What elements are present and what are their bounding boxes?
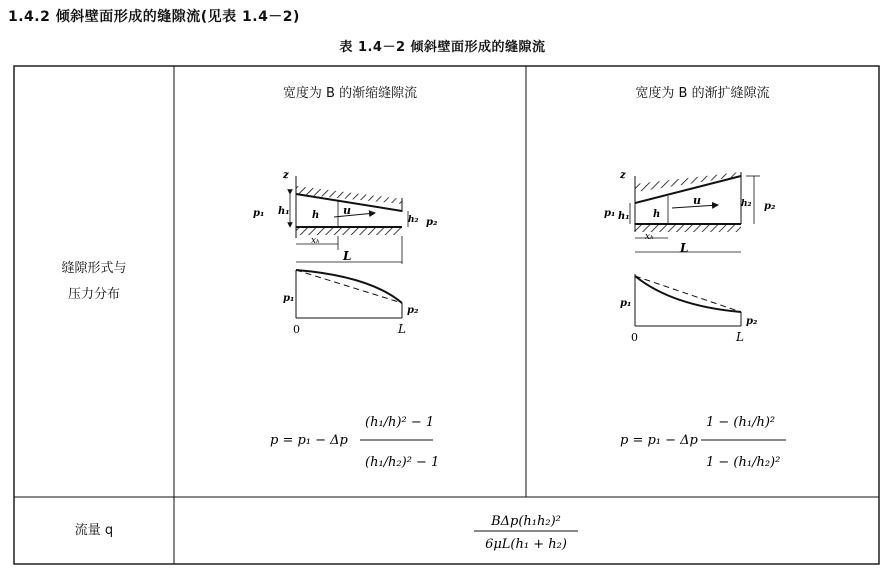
- flow-rate-formula: [474, 514, 578, 552]
- table-caption: 表 1.4－2 倾斜壁面形成的缝隙流: [339, 40, 546, 55]
- diverging-slit-diagram: [604, 170, 776, 344]
- label-L-graph: L: [398, 322, 406, 336]
- row-label-form: [14, 256, 174, 308]
- column-header-converging: 宽度为 B 的渐缩缝隙流: [282, 86, 418, 101]
- label-L: L: [680, 241, 689, 255]
- label-p1: p₁: [253, 208, 265, 219]
- label-h: h: [653, 209, 661, 220]
- label-u: u: [343, 204, 351, 217]
- label-xh: xₕ: [311, 236, 320, 246]
- label-z: z: [283, 170, 289, 181]
- label-origin: 0: [631, 331, 638, 344]
- row-label-form-line2: 压力分布: [67, 287, 120, 302]
- svg-text:p = p₁ − Δp: p = p₁ − Δp: [270, 433, 348, 448]
- label-p1-graph: p₁: [283, 293, 295, 304]
- label-h2: h₂: [408, 215, 419, 225]
- label-p1: p₁: [604, 208, 616, 219]
- svg-text:BΔp(h₁h₂)²: BΔp(h₁h₂)²: [491, 514, 561, 529]
- converging-formula: [270, 415, 439, 470]
- label-h: h: [312, 210, 320, 221]
- label-p2: p₂: [764, 201, 776, 212]
- svg-text:p = p₁ − Δp: p = p₁ − Δp: [620, 433, 698, 448]
- table-grid: [14, 66, 879, 564]
- svg-text:1 − (h₁/h)²: 1 − (h₁/h)²: [706, 415, 776, 430]
- label-h1: h₁: [278, 206, 290, 217]
- label-L: L: [343, 249, 352, 263]
- label-xh: xₕ: [645, 232, 654, 242]
- label-h1: h₁: [618, 211, 630, 222]
- svg-text:(h₁/h)² − 1: (h₁/h)² − 1: [365, 415, 435, 430]
- label-origin: 0: [293, 323, 300, 336]
- label-u: u: [693, 194, 701, 207]
- column-header-diverging: 宽度为 B 的渐扩缝隙流: [635, 86, 770, 101]
- label-p2: p₂: [426, 217, 438, 228]
- section-heading: 1.4.2 倾斜壁面形成的缝隙流(见表 1.4－2): [8, 9, 300, 25]
- diverging-formula: [620, 415, 786, 470]
- label-p2-graph: p₂: [746, 316, 758, 327]
- svg-text:1 − (h₁/h₂)²: 1 − (h₁/h₂)²: [706, 455, 781, 470]
- converging-slit-diagram: [253, 170, 438, 336]
- label-h2: h₂: [741, 199, 752, 209]
- svg-text:6μL(h₁ + h₂): 6μL(h₁ + h₂): [485, 537, 567, 552]
- row-label-flow: 流量 q: [74, 523, 114, 538]
- label-p1-graph: p₁: [620, 298, 632, 309]
- label-z: z: [620, 170, 626, 181]
- row-label-form-line1: 缝隙形式与: [61, 261, 127, 276]
- svg-text:(h₁/h₂)² − 1: (h₁/h₂)² − 1: [365, 455, 440, 470]
- label-L-graph: L: [736, 330, 744, 344]
- label-p2-graph: p₂: [407, 305, 419, 316]
